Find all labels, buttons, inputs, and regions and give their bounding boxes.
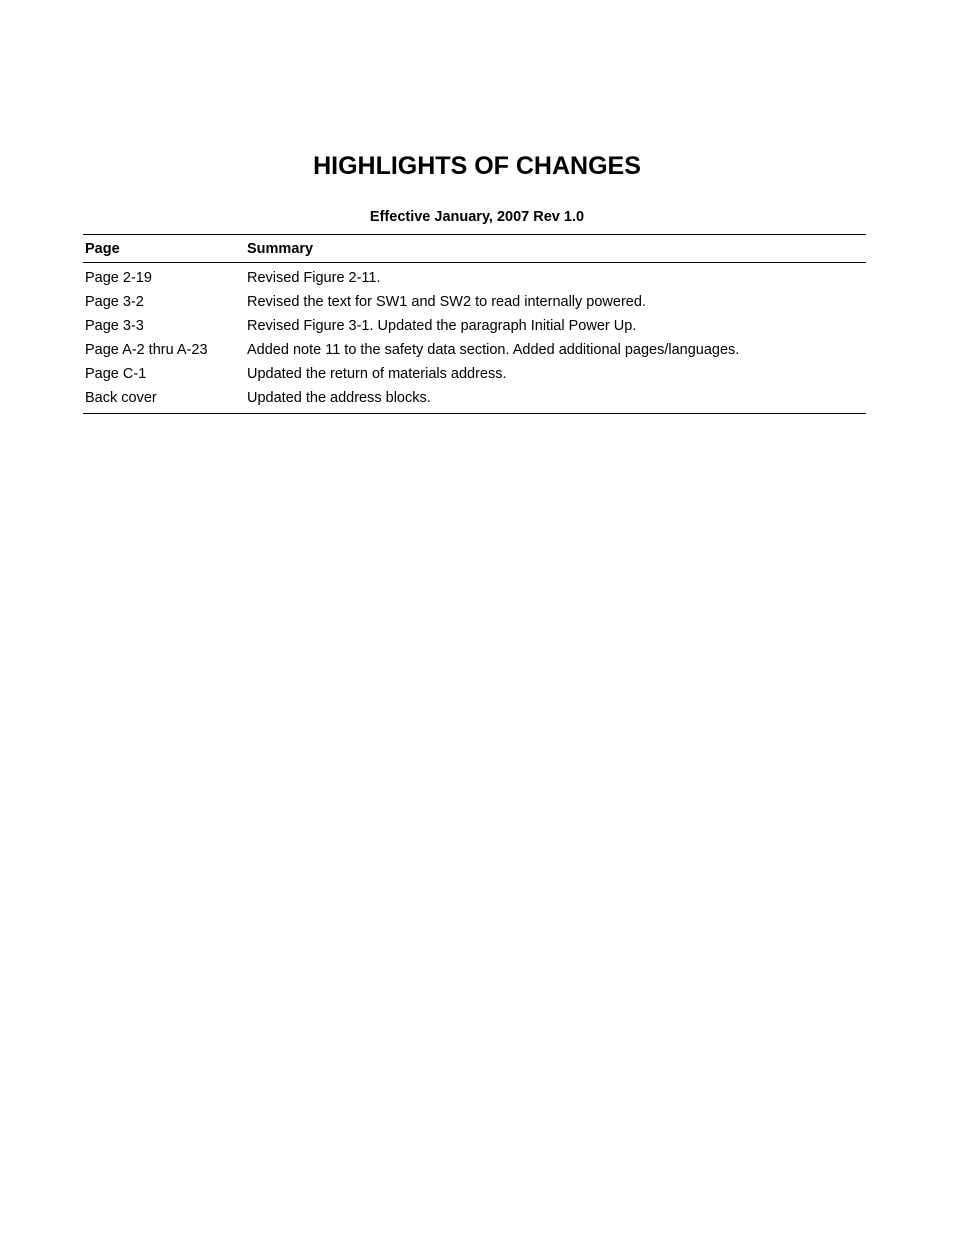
summary-cell: Revised Figure 2-11. xyxy=(247,270,381,286)
page-cell: Page 2-19 xyxy=(85,270,152,286)
table-header xyxy=(83,235,866,263)
page-cell: Page 3-3 xyxy=(85,318,144,334)
summary-cell: Revised Figure 3-1. Updated the paragraph Initial Power Up. xyxy=(247,318,637,334)
changes-table xyxy=(83,234,866,414)
page-cell: Back cover xyxy=(85,390,157,406)
summary-cell: Updated the address blocks. xyxy=(247,390,431,406)
table-row xyxy=(83,290,866,314)
summary-cell: Added note 11 to the safety data section. Added additional pages/languages. xyxy=(247,342,740,358)
summary-cell: Updated the return of materials address. xyxy=(247,366,507,382)
page-cell: Page A-2 thru A-23 xyxy=(85,342,208,358)
page-cell: Page 3-2 xyxy=(85,294,144,310)
effective-date: Effective January, 2007 Rev 1.0 xyxy=(369,209,585,225)
table-row xyxy=(83,362,866,386)
table-row xyxy=(83,386,866,414)
page-title: HIGHLIGHTS OF CHANGES xyxy=(313,152,641,180)
column-header-page: Page xyxy=(85,240,120,257)
table-row xyxy=(83,314,866,338)
column-header-summary: Summary xyxy=(247,240,314,257)
table-row xyxy=(83,263,866,291)
table-body xyxy=(83,263,866,414)
header-row xyxy=(83,235,866,263)
page-cell: Page C-1 xyxy=(85,366,147,382)
table-row xyxy=(83,338,866,362)
summary-cell: Revised the text for SW1 and SW2 to read internally powered. xyxy=(247,294,646,310)
